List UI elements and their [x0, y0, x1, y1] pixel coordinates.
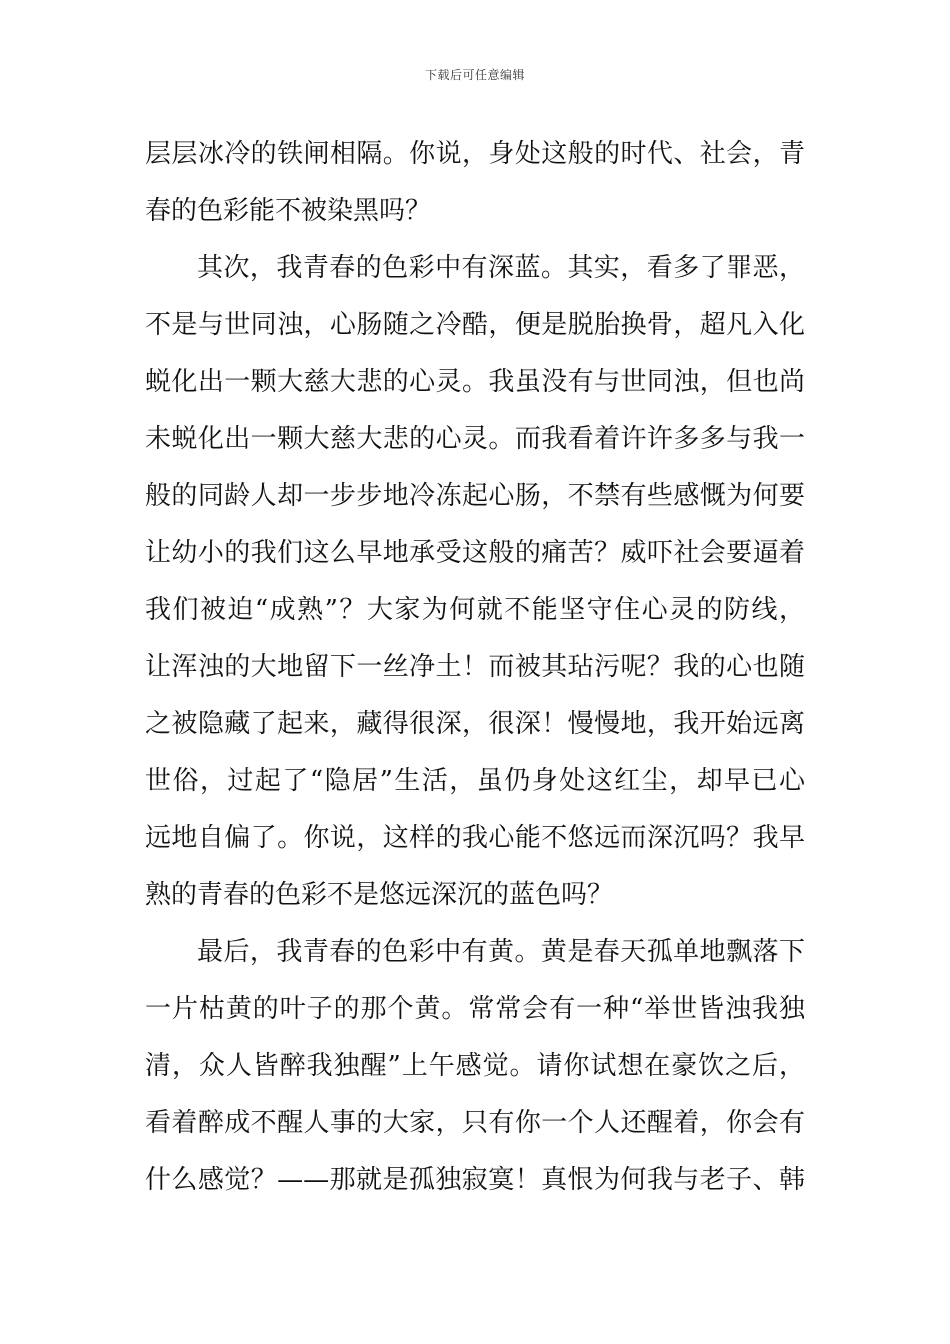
paragraph-start-line: 其次，我青春的色彩中有深蓝。其实，看多了罪恶，	[197, 253, 805, 283]
text-line: 一片枯黄的叶子的那个黄。常常会有一种“举世皆浊我独	[145, 994, 805, 1024]
text-line: 世俗，过起了“隐居”生活，虽仍身处这红尘，却早已心	[145, 766, 805, 796]
text-line: 未蜕化出一颗大慈大悲的心灵。而我看着许许多多与我一	[145, 424, 805, 454]
body-text	[145, 126, 805, 1209]
text-line: 蜕化出一颗大慈大悲的心灵。我虽没有与世同浊，但也尚	[145, 367, 805, 397]
text-line: 层层冰冷的铁闸相隔。你说，身处这般的时代、社会，青	[145, 139, 805, 169]
text-line: 春的色彩能不被染黑吗？	[145, 196, 432, 226]
text-line: 之被隐藏了起来，藏得很深，很深！慢慢地，我开始远离	[145, 709, 805, 739]
text-line: 熟的青春的色彩不是悠远深沉的蓝色吗？	[145, 880, 614, 910]
text-line: 般的同龄人却一步步地冷冻起心肠，不禁有些感慨为何要	[145, 481, 805, 511]
text-line: 清，众人皆醉我独醒”上午感觉。请你试想在豪饮之后，	[145, 1051, 805, 1081]
text-line: 让浑浊的大地留下一丝净土！而被其玷污呢？我的心也随	[145, 652, 805, 682]
text-line: 让幼小的我们这么早地承受这般的痛苦？威吓社会要逼着	[145, 538, 805, 568]
text-line: 看着醉成不醒人事的大家，只有你一个人还醒着，你会有	[145, 1108, 805, 1138]
page-header: 下载后可任意编辑	[424, 68, 525, 82]
text-line: 远地自偏了。你说，这样的我心能不悠远而深沉吗？我早	[145, 823, 805, 853]
text-line: 什么感觉？——那就是孤独寂寞！真恨为何我与老子、韩	[145, 1165, 805, 1195]
paragraph-start-line: 最后，我青春的色彩中有黄。黄是春天孤单地飘落下	[197, 937, 805, 967]
text-line: 我们被迫“成熟”？大家为何就不能坚守住心灵的防线，	[145, 595, 805, 625]
text-line: 不是与世同浊，心肠随之冷酷，便是脱胎换骨，超凡入化	[145, 310, 805, 340]
